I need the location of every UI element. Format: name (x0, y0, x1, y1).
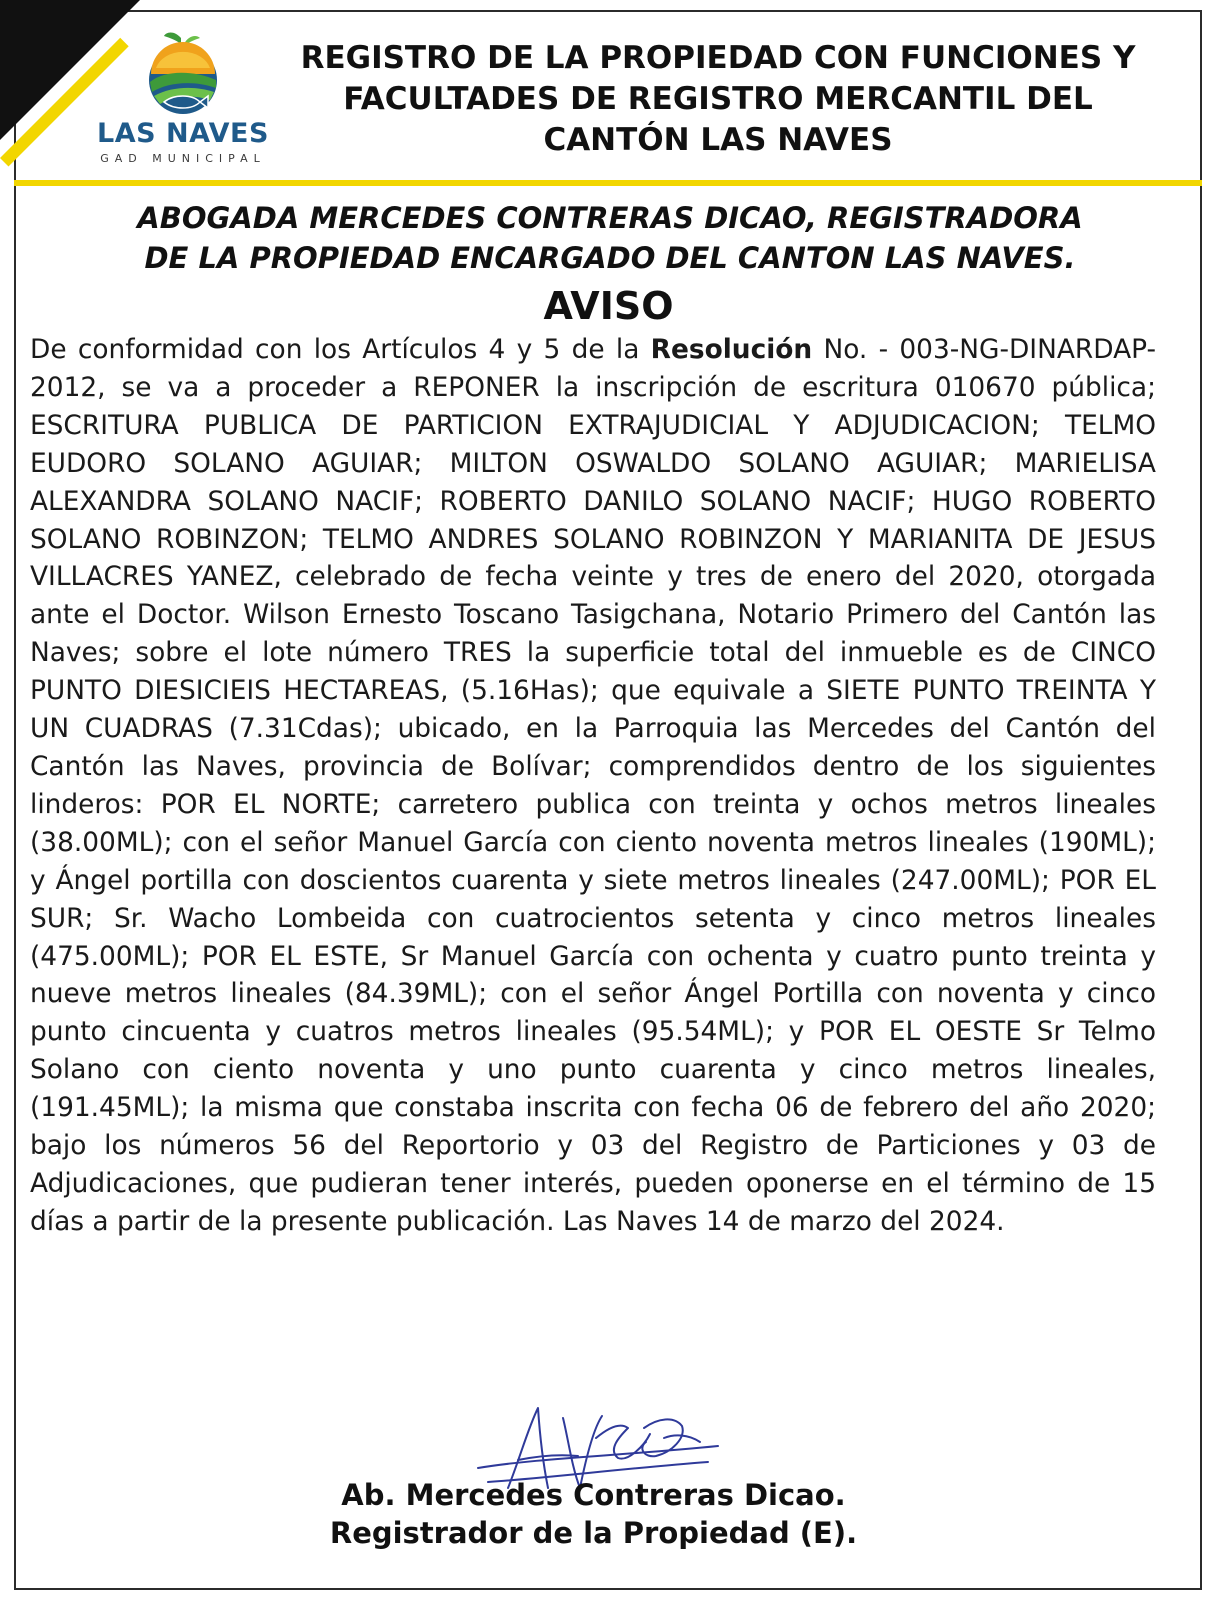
header-title-line-2: FACULTADES DE REGISTRO MERCANTIL DEL (343, 81, 1093, 117)
signatory-name: Ab. Mercedes Contreras Dicao. (341, 1478, 846, 1512)
subtitle-line-2: DE LA PROPIEDAD ENCARGADO DEL CANTON LAS NAVES. (144, 241, 1076, 275)
body-text-part-1: De conformidad con los Artículos 4 y 5 de la (30, 334, 651, 365)
header-divider (14, 180, 1202, 186)
notice-body (30, 331, 1156, 1241)
header-title (268, 38, 1168, 161)
header-title-line-1: REGISTRO DE LA PROPIEDAD CON FUNCIONES Y (300, 40, 1136, 76)
logo-name: LAS NAVES (97, 118, 269, 149)
subtitle-line-1: ABOGADA MERCEDES CONTRERAS DICAO, REGISTRADORA (137, 201, 1083, 235)
signatory-title: Registrador de la Propiedad (E). (329, 1516, 858, 1550)
notice-heading: AVISO (543, 284, 674, 328)
las-naves-emblem-icon (134, 30, 232, 116)
las-naves-logo (88, 30, 278, 170)
body-text-part-2: No. - 003-NG-DINARDAP-2012, se va a proceder a REPONER la inscripción de escritura 010670 pública; ESCRITURA PUBLICA DE PARTICION EXTRAJUDICIAL Y ADJUDICACION; TELMO EUDORO SOLANO AGUIAR; MILTON OSWALDO SOLANO AGUIAR; MARIELISA ALEXANDRA SOLANO NACIF; ROBERTO DANILO SOLANO NACIF; HUGO ROBERTO SOLANO ROBINZON; TELMO ANDRES SOLANO ROBINZON Y MARIANITA DE JESUS VILLACRES YANEZ, celebrado de fecha veinte y tres de enero del 2020, otorgada ante el Doctor. Wilson Ernesto Toscano Tasigchana, Notario Primero del Cantón las Naves; sobre el lote número TRES la superficie total del inmueble es de CINCO PUNTO DIESICIEIS HECTAREAS, (5.16Has); que equivale a SIETE PUNTO TREINTA Y UN CUADRAS (7.31Cdas); ubicado, en la Parroquia las Mercedes del Cantón del Cantón las Naves, provincia de Bolívar; comprendidos dentro de los siguientes linderos: POR EL NORTE; carretero publica con treinta y ochos metros lineales (38.00ML); con el señor Manuel García con ciento noventa metros lineales (190ML); y Ángel portilla con doscientos cuarenta y siete metros lineales (247.00ML); POR EL SUR; Sr. Wacho Lombeida con cuatrocientos setenta y cinco metros lineales (475.00ML); POR EL ESTE, Sr Manuel García con ochenta y cuatro punto treinta y nueve metros lineales (84.39ML); con el señor Ángel Portilla con noventa y cinco punto cincuenta y cuatros metros lineales (95.54ML); y POR EL OESTE Sr Telmo Solano con ciento noventa y uno punto cuarenta y cinco metros lineales, (191.45ML); la misma que constaba inscrita con fecha 06 de febrero del año 2020; bajo los números 56 del Reportorio y 03 del Registro de Particiones y 03 de Adjudicaciones, que pudieran tener interés, pueden oponerse en el término de 15 días a partir de la presente publicación. Las Naves 14 de marzo del 2024. (30, 334, 1156, 1237)
notice-subtitle (40, 198, 1180, 278)
body-text-bold: Resolución (650, 334, 813, 365)
logo-subtitle: GAD MUNICIPAL (100, 152, 266, 165)
header-title-line-3: CANTÓN LAS NAVES (543, 122, 893, 158)
